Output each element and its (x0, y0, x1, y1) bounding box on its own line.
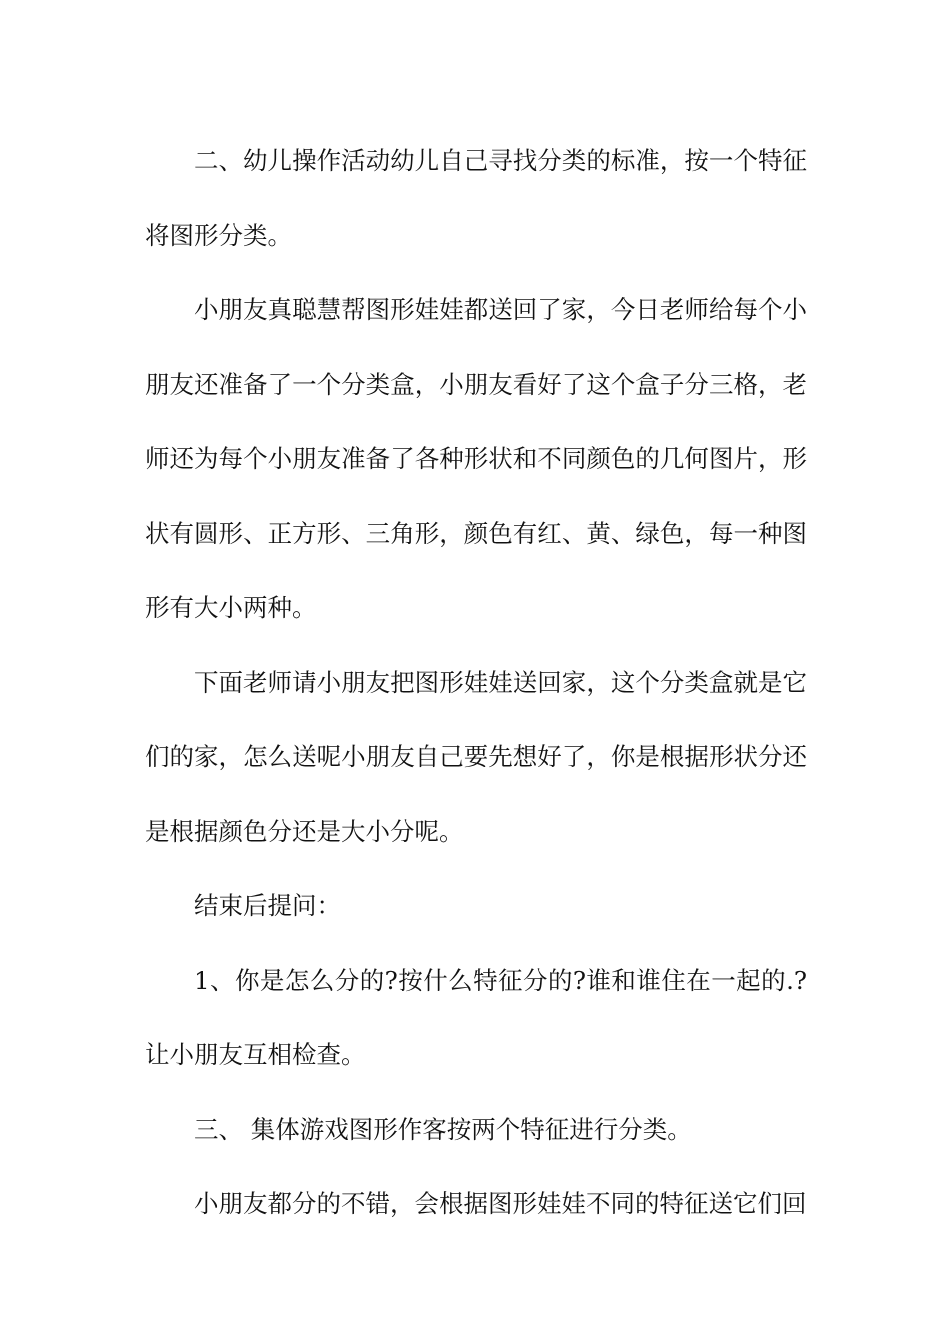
paragraph-activity-two: 二、幼儿操作活动幼儿自己寻找分类的标准，按一个特征将图形分类。 (145, 146, 807, 250)
paragraph-closing: 小朋友都分的不错，会根据图形娃娃不同的特征送它们回 (194, 1189, 807, 1218)
paragraph-question-one: 1、你是怎么分的?按什么特征分的?谁和谁住在一起的.?让小朋友互相检查。 (145, 965, 807, 1069)
paragraph-send-home: 下面老师请小朋友把图形娃娃送回家，这个分类盒就是它们的家，怎么送呢小朋友自己要先想好了，你是根据形状分还是根据颜色分还是大小分呢。 (145, 667, 807, 846)
paragraph-sorting-box: 小朋友真聪慧帮图形娃娃都送回了家，今日老师给每个小朋友还准备了一个分类盒，小朋友看好了这个盒子分三格，老师还为每个小朋友准备了各种形状和不同颜色的几何图片，形状有圆形、正方形、三角形，颜色有红、黄、绿色，每一种图形有大小两种。 (145, 295, 807, 622)
document-body (145, 124, 807, 1242)
paragraph-activity-three: 三、 集体游戏图形作客按两个特征进行分类。 (194, 1114, 692, 1144)
paragraph-questions-heading: 结束后提问： (194, 891, 341, 920)
